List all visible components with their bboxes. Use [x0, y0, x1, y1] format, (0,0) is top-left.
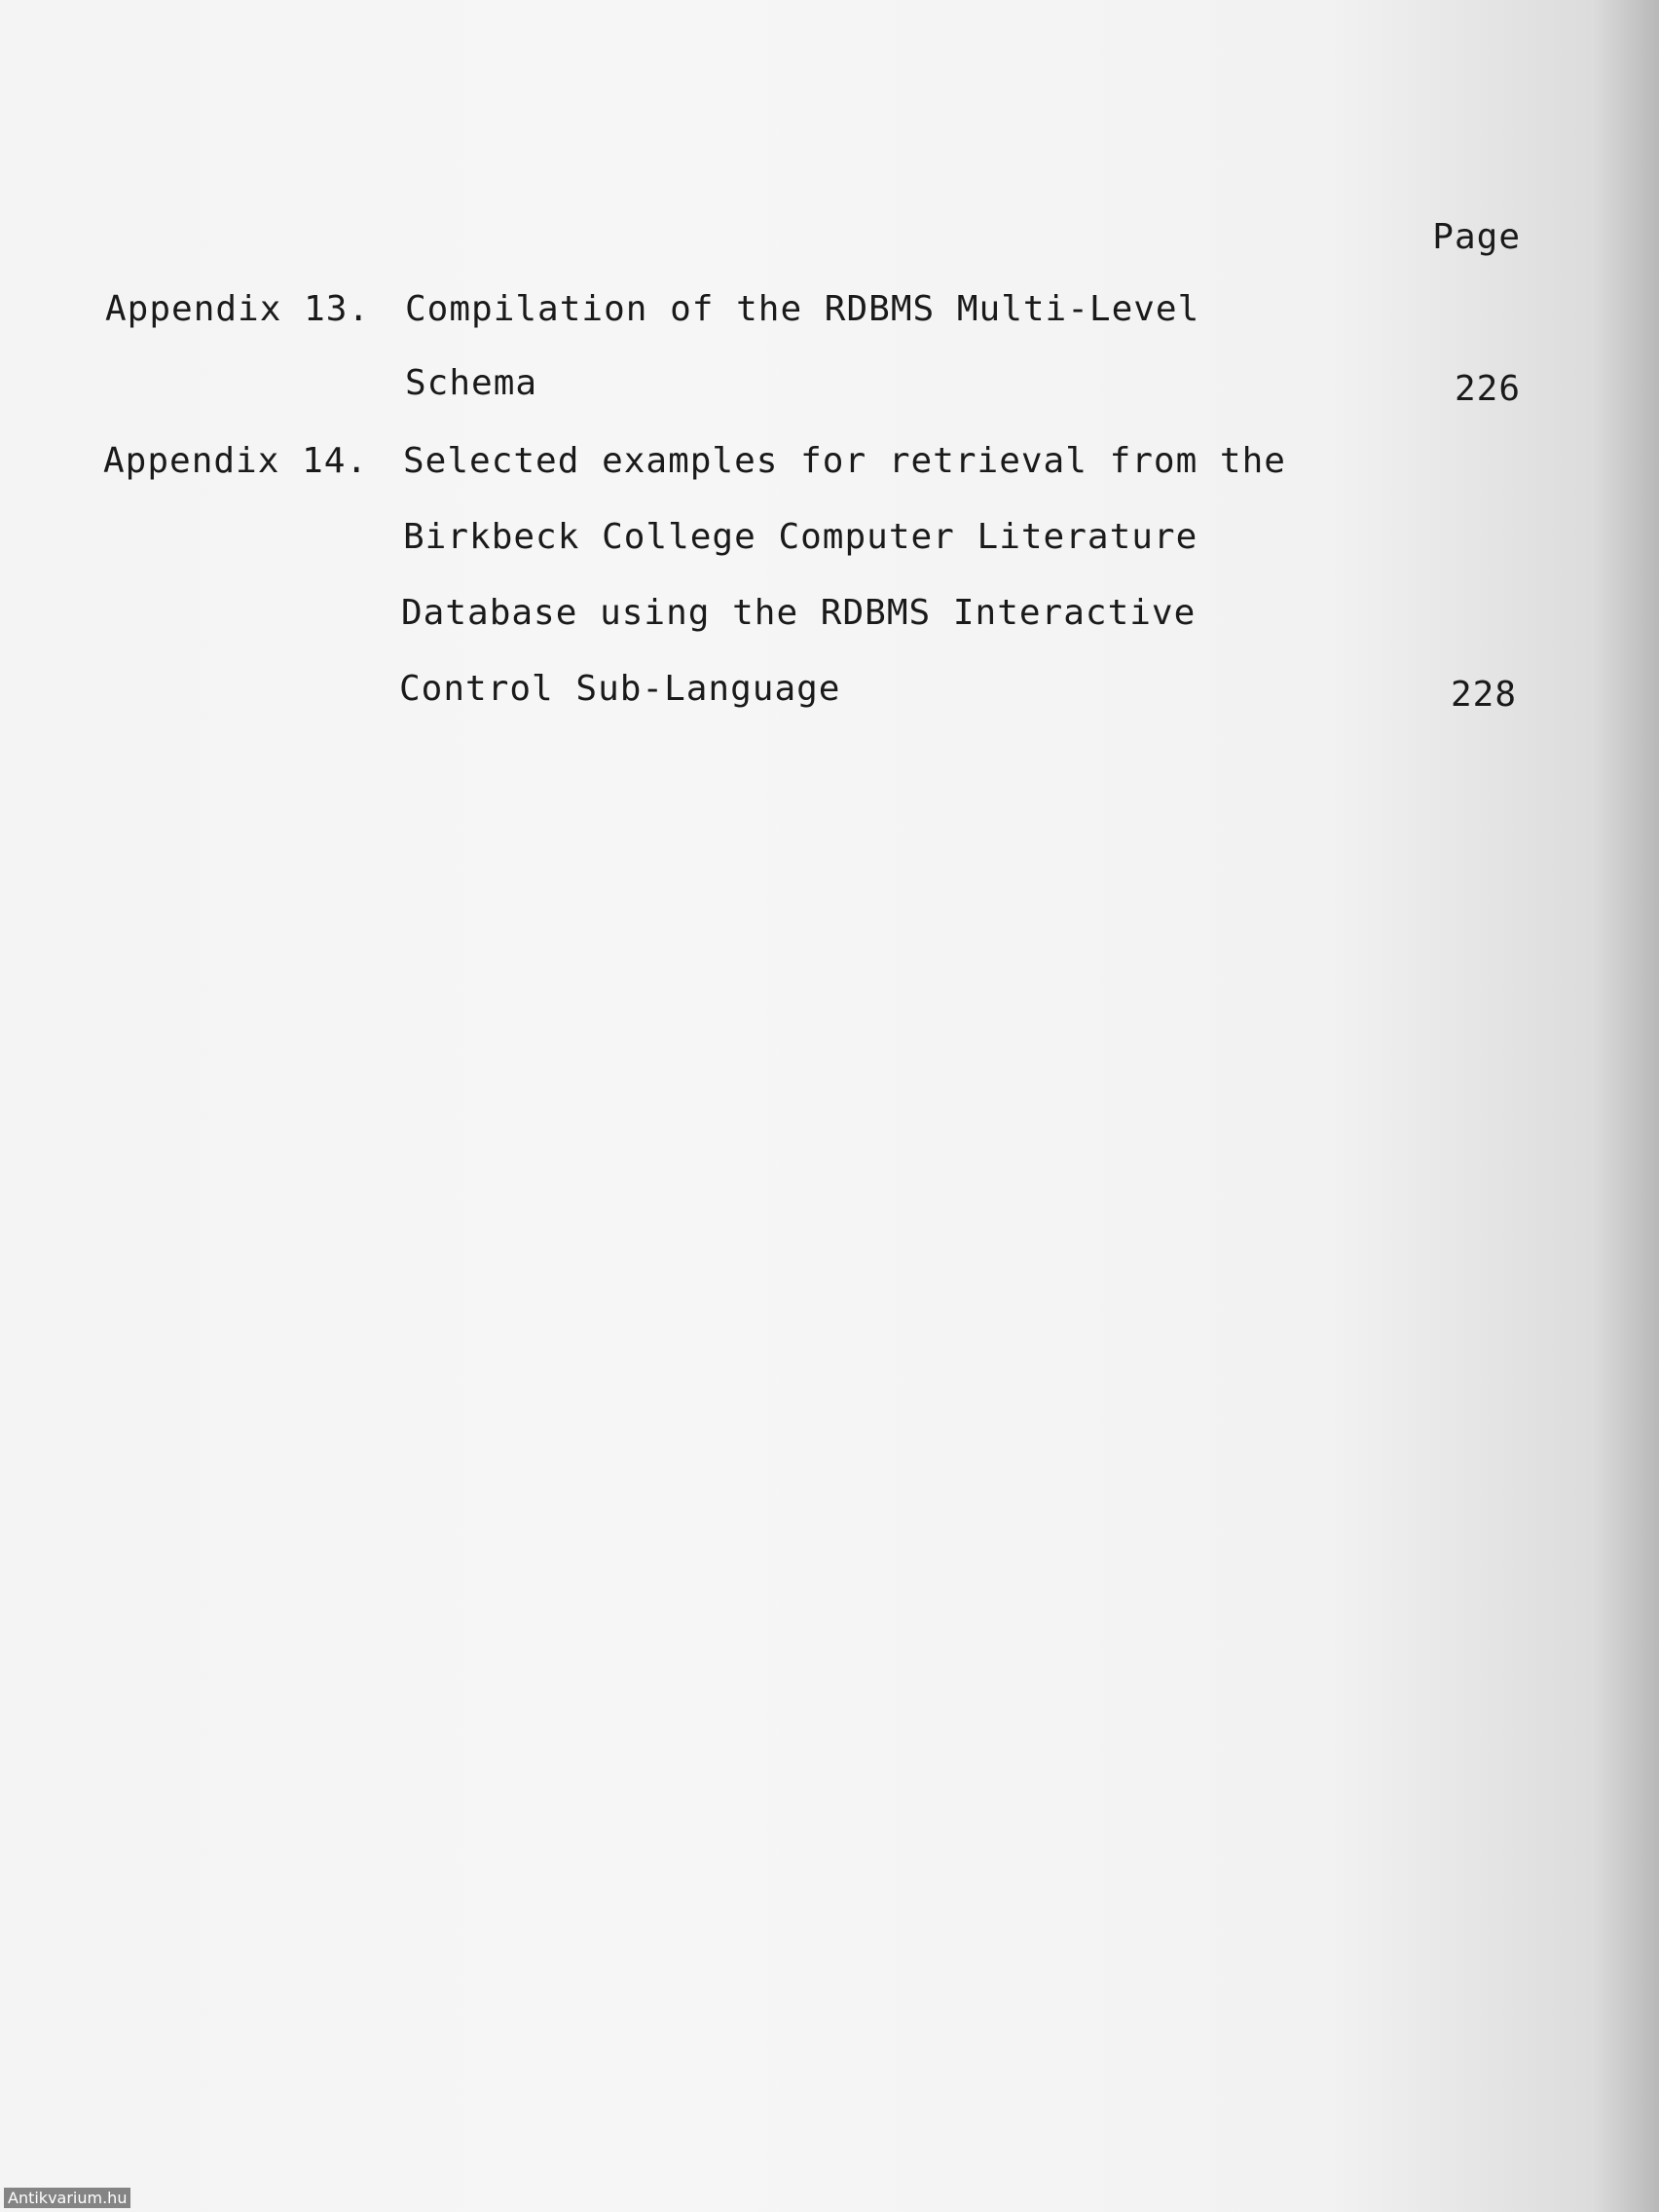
page-column-header: Page	[1432, 217, 1521, 257]
appendix-14-page-number: 228	[1450, 675, 1517, 715]
appendix-13-title-line-1: Compilation of the RDBMS Multi-Level	[405, 289, 1200, 329]
appendix-14-title-line-3: Database using the RDBMS Interactive	[401, 593, 1197, 633]
appendix-14-title-line-1: Selected examples for retrieval from the	[403, 441, 1286, 481]
appendix-13-page-number: 226	[1454, 369, 1521, 409]
appendix-13-title-line-2: Schema	[405, 363, 538, 403]
appendix-13-label: Appendix 13.	[105, 289, 371, 329]
appendix-14-title-line-2: Birkbeck College Computer Literature	[403, 517, 1198, 557]
watermark-logo: Antikvarium.hu	[4, 2188, 130, 2208]
appendix-14-title-line-4: Control Sub-Language	[399, 669, 841, 709]
appendix-14-label: Appendix 14.	[103, 441, 369, 481]
